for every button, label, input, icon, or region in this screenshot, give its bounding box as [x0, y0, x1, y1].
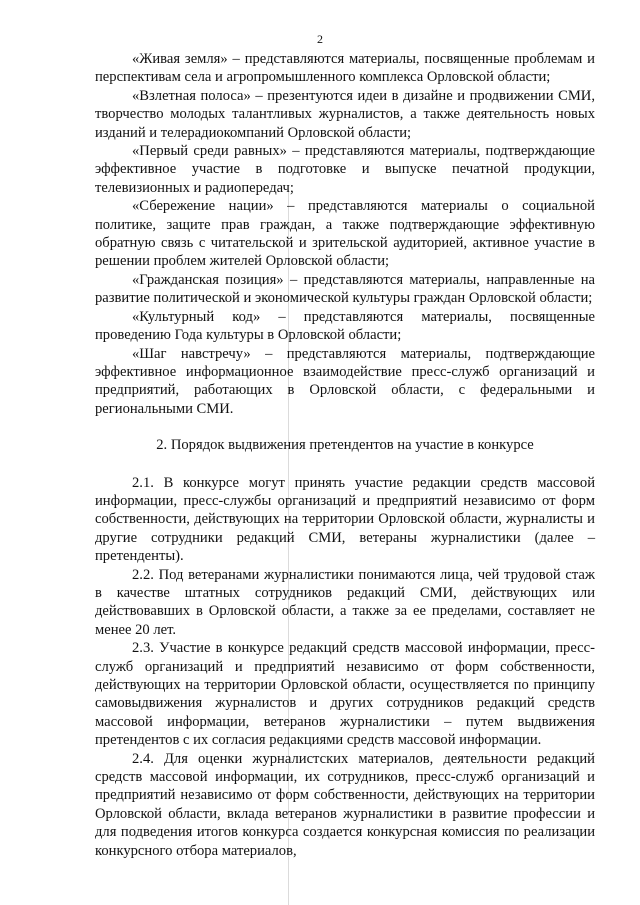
nomination-zhivaya-zemlya: «Живая земля» – представляются материалы, посвященные проблемам и перспективам села и агропромышленного комплекса Орловской области;	[95, 51, 595, 86]
nomination-sberezhenie-natsii: «Сбережение нации» – представляются материалы о социальной политике, защите прав граждан, а также подтверждающие эффективную обратную связь с читательской и зрительской аудиторией, активное участие в решении проблем жителей Орловской области;	[95, 198, 595, 270]
clause-2-3: 2.3. Участие в конкурсе редакций средств массовой информации, пресс-служб организаций и предприятий независимо от форм собственности, действующих на территории Орловской области, осуществляется по принципу самовыдвижения журналистов и других сотрудников редакций средств массовой информации, ветеранов журналистики – путем выдвижения претендентов с их согласия редакциями средств массовой информации.	[95, 640, 595, 749]
nomination-pervyi-sredi-ravnykh: «Первый среди равных» – представляются материалы, подтверждающие эффективное участие в подготовке и выпуске печатной продукции, телевизионных и радиопередач;	[95, 143, 595, 196]
clause-2-4: 2.4. Для оценки журналистских материалов, деятельности редакций средств массовой информации, их сотрудников, пресс-служб организаций и предприятий независимо от форм собственности, действующих на территории Орловской области, вклада ветеранов журналистики в развитие профессии и для подведения итогов конкурса создается конкурсная комиссия по реализации конкурсного отбора материалов,	[95, 750, 595, 859]
clause-2-2: 2.2. Под ветеранами журналистики понимаются лица, чей трудовой стаж в качестве штатных сотрудников редакций СМИ, действующих или действовавших в Орловской области, а также за ее пределами, составляет не менее 20 лет.	[95, 566, 595, 638]
nomination-vzletnaya-polosa: «Взлетная полоса» – презентуются идеи в дизайне и продвижении СМИ, творчество молодых талантливых журналистов, а также деятельность новых изданий и телерадиокомпаний Орловской области;	[95, 87, 595, 141]
nomination-grazhdanskaya-pozitsiya: «Гражданская позиция» – представляются материалы, направленные на развитие политической и экономической культуры граждан Орловской области;	[95, 271, 595, 307]
document-body	[95, 50, 595, 860]
clause-2-1: 2.1. В конкурсе могут принять участие редакции средств массовой информации, пресс-службы организаций и предприятий независимо от форм собственности, действующих на территории Орловской области, журналисты и другие сотрудники редакций СМИ, ветераны журналистики (далее – претенденты).	[95, 474, 595, 565]
nomination-kulturnyi-kod: «Культурный код» – представляются материалы, посвященные проведению Года культуры в Орловской области;	[95, 308, 595, 344]
page-number: 2	[317, 32, 323, 46]
section-heading: 2. Порядок выдвижения претендентов на участие в конкурсе	[156, 437, 534, 454]
nomination-shag-navstrechu: «Шаг навстречу» – представляются материалы, подтверждающие эффективное информационное взаимодействие пресс-служб организаций и предприятий, работающих в Орловской области, с федеральными и региональными СМИ.	[95, 345, 595, 417]
